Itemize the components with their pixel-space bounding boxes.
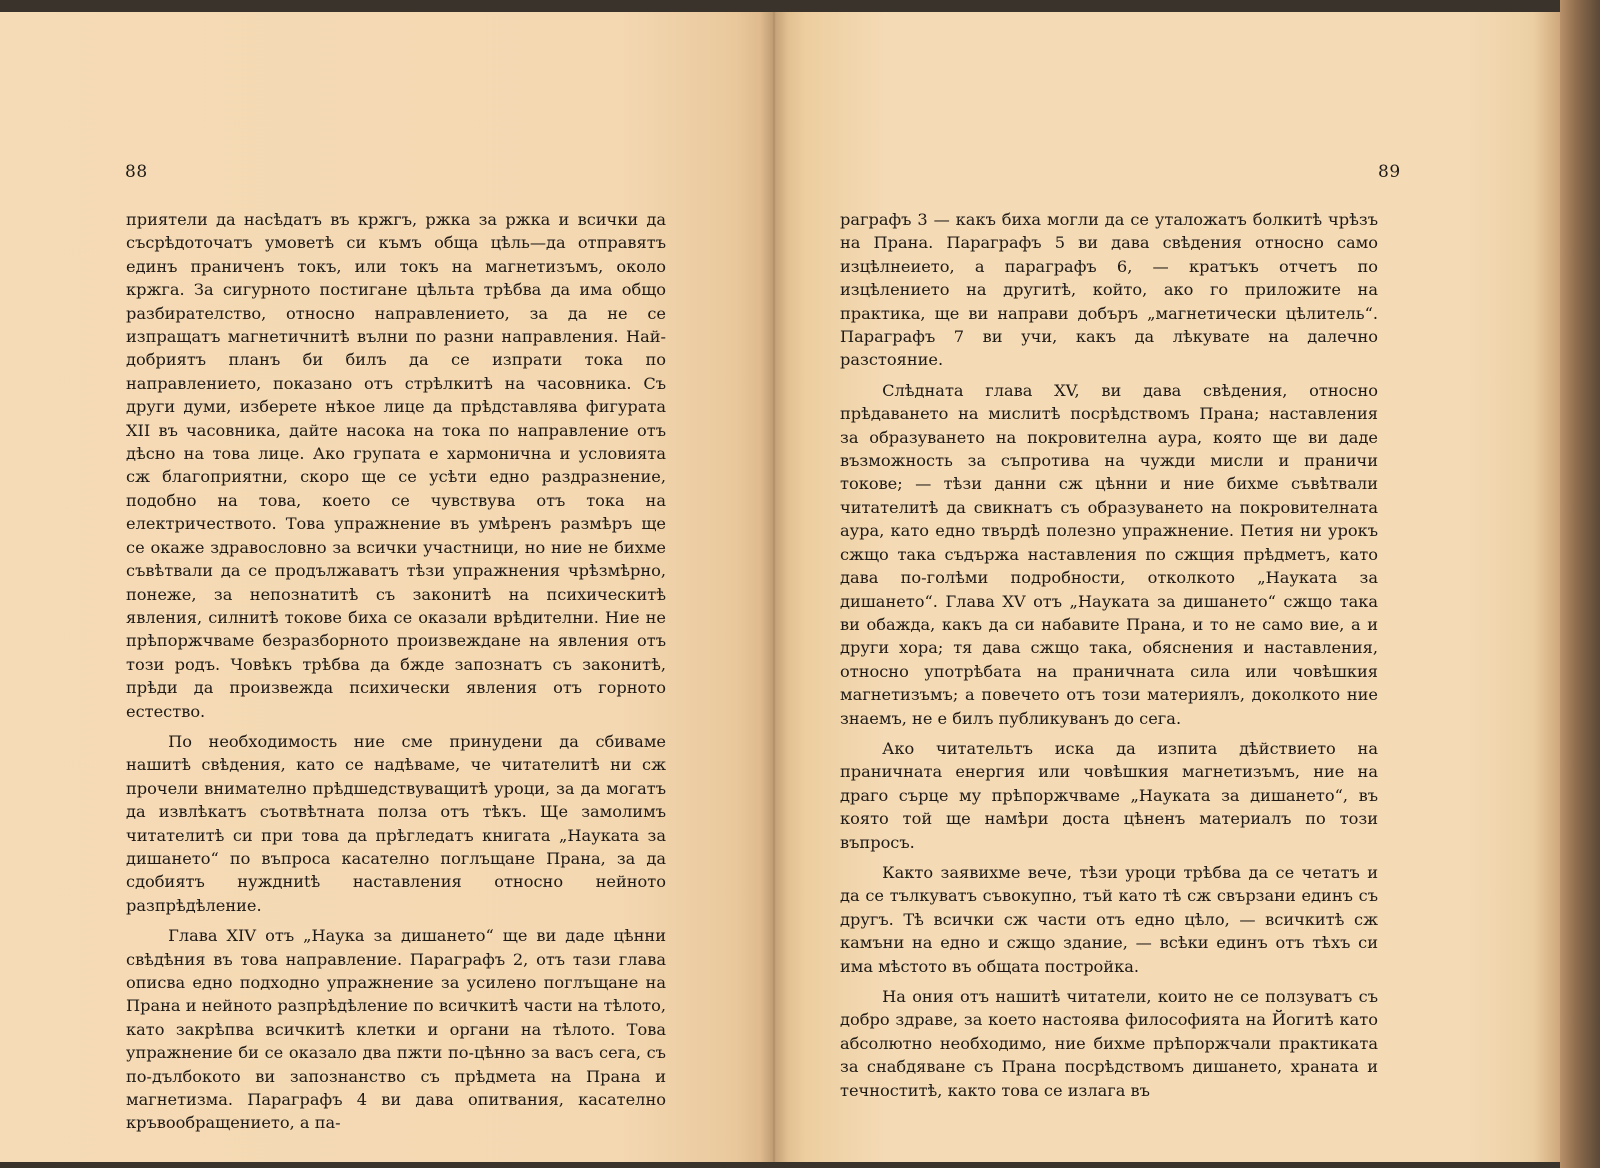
left-page [0,12,774,1162]
paragraph: По необходимость ние сме принудени да сбиваме нашитѣ свѣдения, като се надѣваме, че читателитѣ ни сж прочели внимателно прѣдшедствуващитѣ уроци, за да могатъ да извлѣкатъ съотвѣтната полза отъ тѣкъ. Ще замолимъ читателитѣ си при това да прѣгледатъ книгата „Науката за дишането“ по въпроса касателно поглъщане Прана, за да сдобиятъ нуждниtѣ наставления относно нейното разпрѣдѣление. [126,731,666,915]
left-page-text [126,208,666,1142]
paragraph: На ония отъ нашитѣ читатели, които не се ползуватъ съ добро здраве, за което настоява философията на Йогитѣ като абсолютно необходимо, ние бихме прѣпоржчали практиката за снабдяване съ Прана посрѣдствомъ дишането, храната и течноститѣ, както това се излага въ [840,987,1378,1100]
page-number-left: 88 [125,162,148,182]
paragraph: Слѣдната глава XV, ви дава свѣдения, относно прѣдаването на мислитѣ посрѣдствомъ Прана; наставления за образуването на покровителна аура, която ще ви даде възможность за съпротива на чужди мисли и праничи токове; — тѣзи данни сж цѣнни и ние бихме съвѣтвали читателитѣ да свикнатъ съ образуването на покровителната аура, като едно твърдѣ полезно упражнение. Петия ни урокъ сжщо така съдържа наставления по сжщия прѣдметъ, като дава по-голѣми подробности, отколкото „Науката за дишането“. Глава XV отъ „Науката за дишането“ сжщо така ви обажда, какъ да си набавите Прана, и то не само вие, а и други хора; тя дава сжщо така, обяснения и наставления, относно употрѣбата на праничната сила или човѣшкия магнетизъмъ; а повечето отъ този материялъ, доколкото ние знаемъ, не е билъ публикуванъ до сега. [840,380,1378,728]
right-page-text [840,208,1378,1109]
paragraph: Ако читательтъ иска да изпита дѣйствието на праничната енергия или човѣшкия магнетизъмъ, ние на драго сърце му прѣпоржчваме „Науката за дишането“, въ която той ще намѣри доста цѣненъ материалъ по този въпросъ. [840,738,1378,852]
paragraph: приятели да насѣдатъ въ кржгъ, ржка за ржка и всички да съсрѣдоточатъ умоветѣ си къмъ обща цѣль—да отправятъ единъ праниченъ токъ, или токъ на магнетизъмъ, около кржга. За сигурното постигане цѣльта трѣбва да има общо разбирателство, относно направлението, за да не се изпращатъ магнетичнитѣ вълни по разни направления. Най-добриятъ планъ би билъ да се изпрати тока по направлението, показано отъ стрѣлкитѣ на часовника. Съ други думи, изберете нѣкое лице да прѣдставлява фигурата XII въ часовника, дайте насока на тока по направление отъ дѣсно на това лице. Ако групата е хармонична и условията сж благоприятни, скоро ще се усѣти едно раздразнение, подобно на това, което се чувствува отъ тока на електричеството. Това упражнение въ умѣренъ размѣръ ще се окаже здравословно за всички участници, но ние не бихме съвѣтвали да се продължаватъ тѣзи упражнения чрѣзмѣрно, понеже, за непознатитѣ съ законитѣ на психическитѣ явления, силнитѣ токове биха се оказали врѣдителни. Ние не прѣпоржчваме безразборното произвеждане на явления отъ този родъ. Човѣкъ трѣбва да бжде запознатъ съ законитѣ, прѣди да произвежда психически явления отъ горното естество. [126,210,666,721]
paragraph: Глава XIV отъ „Наука за дишането“ ще ви даде цѣнни свѣдѣния въ това направление. Параграфъ 2, отъ тази глава описва едно подходно упражнение за усилено поглъщане на Прана и нейното разпрѣдѣление по всичкитѣ части на тѣлото, като закрѣпва всичкитѣ клетки и органи на тѣлото. Това упражнение би се оказало два пжти по-цѣнно за васъ сега, съ по-дълбокото ви запознанство съ прѣдмета на Прана и магнетизма. Параграфъ 4 ви дава опитвания, касателно кръвообращението, а па- [126,926,666,1133]
page-edge-stack [1560,0,1600,1168]
right-page [774,12,1564,1162]
page-number-right: 89 [1378,162,1401,182]
paragraph: раграфъ 3 — какъ биха могли да се уталожатъ болкитѣ чрѣзъ на Прана. Параграфъ 5 ви дава свѣдения относно само изцѣлнеието, а параграфъ 6, — кратъкъ отчетъ по изцѣлението на другитѣ, който, ако го приложите на практика, ще ви направи добъръ „магнетически цѣлитель“. Параграфъ 7 ви учи, какъ да лѣкувате на далечно разстояние. [840,210,1378,370]
paragraph: Както заявихме вече, тѣзи уроци трѣбва да се четатъ и да се тълкуватъ съвокупно, тъй като тѣ сж свързани единъ съ другъ. Тѣ всички сж части отъ едно цѣло, — всичкитѣ сж камъни на едно и сжщо здание, — всѣки единъ отъ тѣхъ си има мѣстото въ общата постройка. [840,862,1378,976]
